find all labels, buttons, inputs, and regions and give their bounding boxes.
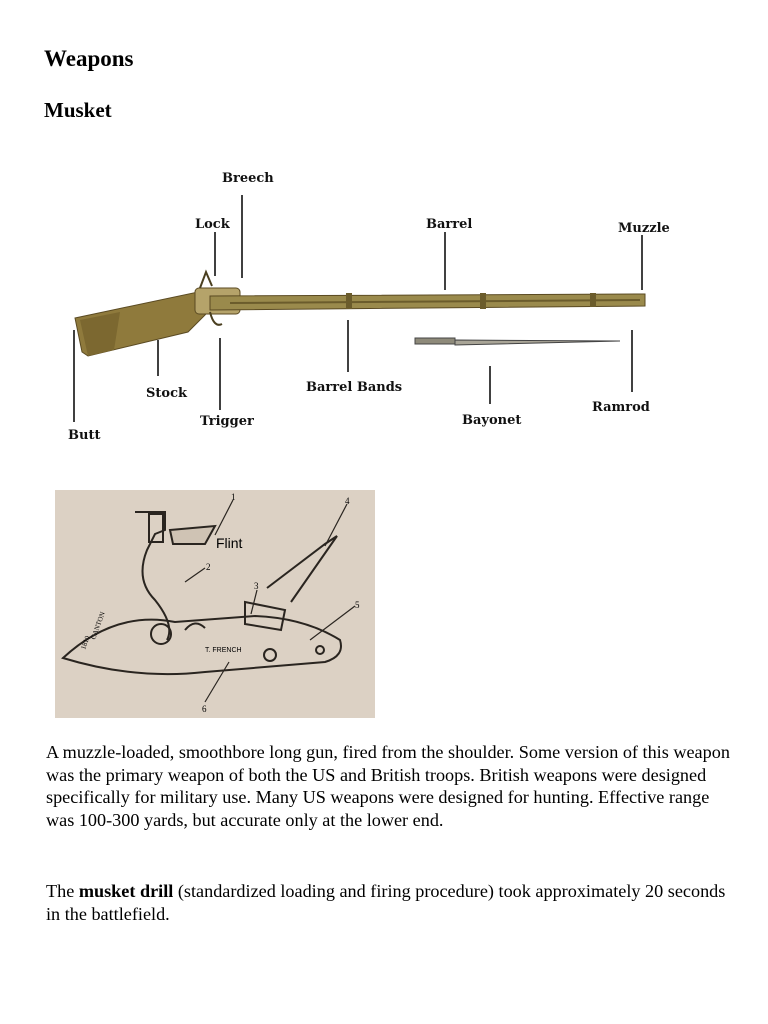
frizzen-outline (267, 536, 337, 602)
musket-description: A muzzle-loaded, smoothbore long gun, fired from the shoulder. Some version of this weapon was the primary weapon of both the US and British troops. British weapons were designed specifically for military use. Many US weapons were designed for hunting. Effective range was 100-300 yards, but accurate only at the lower end. (46, 742, 730, 830)
page-title: Weapons (44, 46, 134, 71)
screw-main (151, 624, 171, 644)
section-heading: Musket (44, 98, 112, 122)
flintlock-sketch-svg (55, 490, 375, 718)
barrel-band-3 (590, 293, 596, 307)
flint-label: Flint (216, 535, 243, 551)
label-muzzle: Muzzle (618, 221, 670, 236)
label-bayonet: Bayonet (462, 413, 522, 428)
label-lock: Lock (195, 217, 230, 232)
label-stock: Stock (146, 386, 187, 401)
flint-piece (170, 526, 215, 544)
bayonet-blade (455, 340, 620, 345)
callout-2: 2 (206, 562, 211, 572)
tumbler-spring (185, 623, 205, 630)
engraving-canton: CANTON (89, 610, 107, 641)
callout-5: 5 (355, 600, 360, 610)
engraving-year: 1810 (79, 634, 92, 651)
cock-jaw (149, 514, 163, 542)
callout-1: 1 (231, 492, 236, 502)
label-trigger: Trigger (200, 414, 254, 429)
callout-4: 4 (345, 496, 350, 506)
musket-hammer (200, 272, 212, 288)
barrel-band-1 (346, 293, 352, 309)
drill-suffix: (standardized loading and firing procedure) took approximately 20 seconds in the battlefield. (46, 881, 726, 924)
musket-diagram-svg (60, 160, 700, 450)
flintlock-mechanism-sketch (55, 490, 375, 718)
label-breech: Breech (222, 171, 274, 186)
musket-drill-note (46, 880, 736, 925)
label-barrel-bands: Barrel Bands (306, 380, 403, 395)
drill-term: musket drill (78, 881, 174, 901)
engraving-maker: T. FRENCH (205, 647, 242, 654)
screw-spring (316, 646, 324, 654)
screw-frizzen (264, 649, 276, 661)
label-butt: Butt (68, 428, 101, 443)
musket-diagram (60, 160, 700, 450)
label-ramrod: Ramrod (592, 400, 650, 415)
drill-prefix: The (46, 881, 79, 901)
label-barrel: Barrel (426, 217, 473, 232)
bayonet-socket (415, 338, 455, 344)
callout-3: 3 (254, 581, 259, 591)
callout-6: 6 (202, 704, 207, 714)
barrel-band-2 (480, 293, 486, 309)
